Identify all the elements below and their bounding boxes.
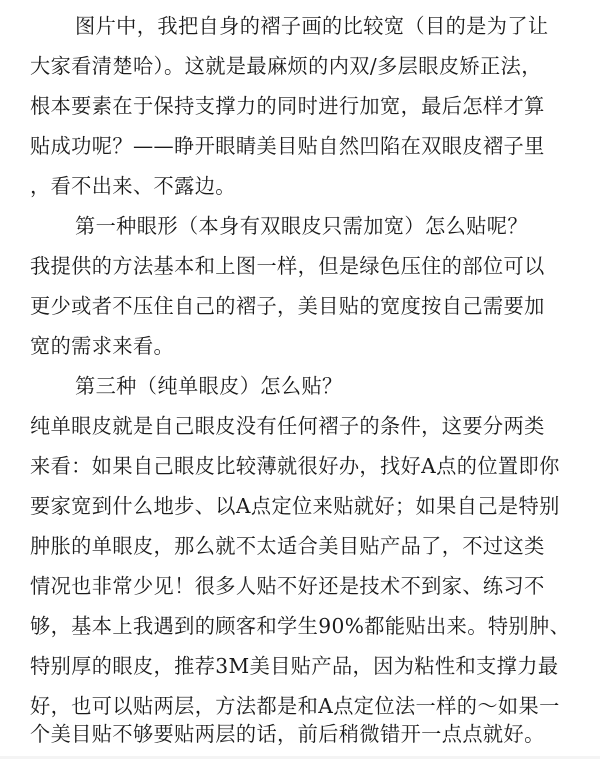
- text-line: 特别厚的眼皮，推荐3M美目贴产品，因为粘性和支撑力最: [30, 654, 559, 678]
- text-line: 更少或者不压住自己的褶子，美目贴的宽度按自己需要加: [30, 294, 545, 318]
- text-line: 贴成功呢？——睁开眼睛美目贴自然凹陷在双眼皮褶子里: [30, 134, 545, 158]
- text-line: 情况也非常少见！很多人贴不好还是技术不到家、练习不: [30, 574, 545, 598]
- text-line: 我提供的方法基本和上图一样，但是绿色压住的部位可以: [30, 254, 545, 278]
- text-line: 来看：如果自己眼皮比较薄就很好办，找好A点的位置即你: [30, 454, 560, 478]
- text-line: 图片中，我把自身的褶子画的比较宽（目的是为了让: [75, 14, 549, 38]
- text-line: 纯单眼皮就是自己眼皮没有任何褶子的条件，这要分两类: [30, 414, 545, 438]
- text-line: 肿胀的单眼皮，那么就不太适合美目贴产品了，不过这类: [30, 534, 545, 558]
- section-heading: 第三种（纯单眼皮）怎么贴？: [75, 374, 343, 398]
- text-line: 个美目贴不够要贴两层的话，前后稍微错开一点点就好。: [30, 722, 545, 746]
- text-line: 够，基本上我遇到的顾客和学生90%都能贴出来。特别肿、: [30, 614, 571, 638]
- text-line: 大家看清楚哈）。这就是最麻烦的内双/多层眼皮矫正法，: [30, 54, 542, 78]
- text-line: 好，也可以贴两层，方法都是和A点定位法一样的～如果一: [30, 694, 560, 718]
- text-line: ，看不出来、不露边。: [30, 174, 236, 198]
- text-line: 宽的需求来看。: [30, 334, 175, 358]
- text-line: 要家宽到什么地步、以A点定位来贴就好；如果自己是特别: [30, 494, 560, 518]
- text-line: 根本要素在于保持支撑力的同时进行加宽，最后怎样才算: [30, 94, 545, 118]
- section-heading: 第一种眼形（本身有双眼皮只需加宽）怎么贴呢？: [75, 214, 528, 238]
